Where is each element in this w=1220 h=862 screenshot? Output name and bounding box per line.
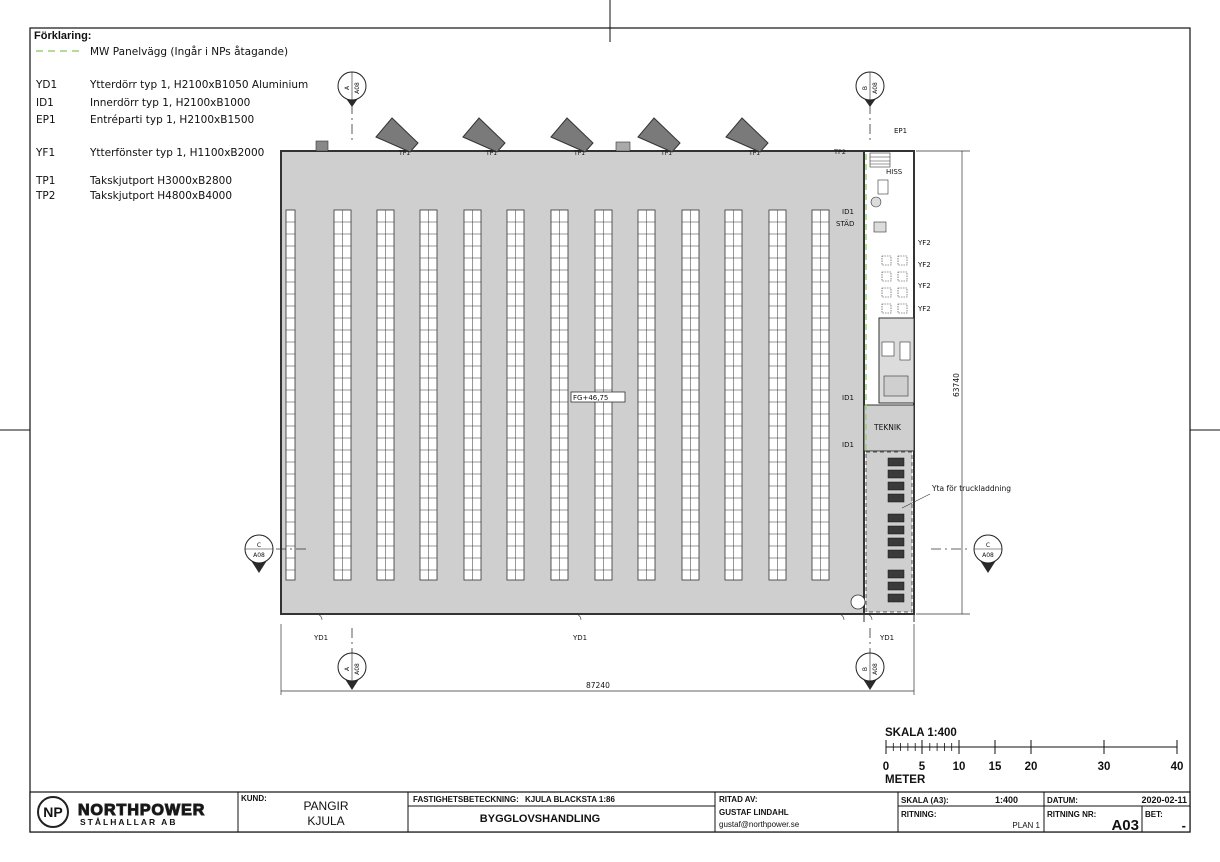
kund-line1: PANGIR — [303, 799, 349, 813]
dock-label: TP1 — [574, 150, 586, 157]
table-icon — [882, 272, 891, 281]
height-dimension — [916, 151, 970, 614]
hiss-label: HISS — [886, 168, 903, 176]
scale-tick-label: 15 — [988, 761, 1002, 773]
dock-label: TP1 — [661, 150, 673, 157]
loading-dock — [726, 118, 768, 152]
section-ref: A08 — [354, 663, 361, 675]
scale-tick-label: 40 — [1170, 761, 1184, 773]
section-ref: A08 — [253, 552, 265, 559]
section-marker-right — [974, 535, 1002, 573]
teknik-label: TEKNIK — [874, 423, 901, 432]
truck-charger — [888, 458, 904, 466]
dock-label: TP1 — [486, 150, 498, 157]
legend-desc: Ytterdörr typ 1, H2100xB1050 Aluminium — [90, 79, 309, 91]
truck-charger — [888, 594, 904, 602]
section-ref: A08 — [872, 82, 879, 94]
truck-charger — [888, 494, 904, 502]
loading-docks — [376, 118, 768, 152]
elevator-icon — [878, 180, 888, 194]
ritning-nr-label: RITNING NR: — [1047, 810, 1097, 819]
table-icon — [898, 256, 907, 265]
truck-charger — [888, 550, 904, 558]
scale-tick-label: 10 — [952, 761, 966, 773]
charging-area-label: Yta för truckladdning — [932, 484, 1011, 493]
legend — [34, 30, 308, 202]
door-label: YD1 — [573, 634, 588, 642]
truck-charger — [888, 482, 904, 490]
fan-icon — [851, 595, 865, 609]
company-name: NORTHPOWER — [78, 802, 206, 819]
floor-level-label: FG+46,75 — [573, 394, 609, 402]
legend-desc: Takskjutport H4800xB4000 — [90, 190, 233, 202]
yf2-label: YF2 — [918, 282, 931, 290]
loading-dock — [463, 118, 505, 152]
section-marker-top-left — [338, 72, 366, 107]
scale-tick-label: 0 — [882, 761, 890, 773]
table-icon — [898, 304, 907, 313]
legend-code: YD1 — [36, 79, 58, 91]
truck-charger — [888, 582, 904, 590]
loading-dock — [638, 118, 680, 152]
kund-label: KUND: — [241, 794, 267, 803]
ritad-label: RITAD AV: — [719, 795, 758, 804]
truck-charger — [888, 526, 904, 534]
section-marker-left — [245, 535, 273, 573]
table-icon — [882, 256, 891, 265]
ritning-value: PLAN 1 — [1012, 821, 1040, 830]
section-letter: A — [344, 85, 351, 91]
toilet-icon — [871, 197, 881, 207]
legend-code: TP1 — [36, 175, 56, 187]
truck-charger — [888, 470, 904, 478]
table-icon — [882, 288, 891, 297]
table-icon — [898, 272, 907, 281]
ep1-label: EP1 — [894, 127, 908, 135]
id1-label: ID1 — [842, 208, 854, 216]
door-label: YD1 — [314, 634, 329, 642]
sink-icon — [874, 222, 886, 232]
scale-tick-label: 30 — [1097, 761, 1111, 773]
company-sub: STÅLHALLAR AB — [80, 817, 178, 827]
legend-desc: Innerdörr typ 1, H2100xB1000 — [90, 97, 251, 109]
skala-value: 1:400 — [995, 795, 1019, 805]
door-symbol — [316, 141, 328, 151]
section-ref: A08 — [872, 663, 879, 675]
id1-label: ID1 — [842, 441, 854, 449]
section-ref: A08 — [982, 552, 994, 559]
ritning-nr-value: A03 — [1111, 817, 1139, 834]
tp2-label: TP2 — [834, 148, 847, 156]
legend-desc: Entréparti typ 1, H2100xB1500 — [90, 114, 255, 126]
legend-code: TP2 — [36, 190, 56, 202]
logo-monogram-icon: NP — [43, 804, 63, 820]
loading-dock — [376, 118, 418, 152]
fastighet-value: KJULA BLACKSTA 1:86 — [525, 795, 615, 804]
table-icon — [882, 304, 891, 313]
truck-charger — [888, 514, 904, 522]
section-ref: A08 — [354, 82, 361, 94]
skala-label: SKALA (A3): — [901, 796, 949, 805]
document-type: BYGGLOVSHANDLING — [479, 813, 601, 825]
door-label: YD1 — [880, 634, 895, 642]
section-letter: C — [985, 542, 991, 549]
width-dimension-label: 87240 — [586, 681, 610, 690]
rack-row — [286, 210, 295, 580]
ritad-name: GUSTAF LINDAHL — [719, 808, 789, 817]
id1-label: ID1 — [842, 394, 854, 402]
scale-unit: METER — [885, 774, 926, 786]
table-icon — [898, 288, 907, 297]
scale-title: SKALA 1:400 — [885, 727, 957, 739]
section-letter: C — [256, 542, 262, 549]
bet-value: - — [1181, 818, 1186, 833]
scale-bar — [883, 727, 1184, 786]
truck-charger — [888, 570, 904, 578]
fastighet-label: FASTIGHETSBETECKNING: — [413, 795, 519, 804]
yf2-label: YF2 — [918, 261, 931, 269]
ritning-label: RITNING: — [901, 810, 937, 819]
datum-label: DATUM: — [1047, 796, 1078, 805]
legend-title: Förklaring: — [34, 30, 92, 42]
stad-label: STÄD — [836, 220, 855, 228]
section-marker-bottom-right — [856, 653, 884, 690]
scale-tick-label: 5 — [918, 761, 926, 773]
dock-label: TP1 — [399, 150, 411, 157]
legend-desc: Takskjutport H3000xB2800 — [90, 175, 233, 187]
panel-wall-legend-text: MW Panelvägg (Ingår i NPs åtagande) — [90, 46, 289, 58]
bet-label: BET: — [1145, 810, 1163, 819]
datum-value: 2020-02-11 — [1141, 795, 1187, 805]
legend-code: EP1 — [36, 114, 56, 126]
section-letter: B — [862, 85, 869, 91]
legend-desc: Ytterfönster typ 1, H1100xB2000 — [90, 147, 265, 159]
legend-code: YF1 — [36, 147, 56, 159]
kund-line2: KJULA — [307, 814, 345, 828]
section-marker-bottom-left — [338, 653, 366, 690]
loading-dock — [551, 118, 593, 152]
truck-charger — [888, 538, 904, 546]
legend-items — [35, 79, 308, 202]
section-marker-top-right — [856, 72, 884, 107]
yf2-label: YF2 — [918, 305, 931, 313]
scale-tick-label: 20 — [1024, 761, 1038, 773]
title-block — [30, 792, 1190, 834]
legend-code: ID1 — [36, 97, 54, 109]
dock-label: TP1 — [749, 150, 761, 157]
section-letter: A — [344, 666, 351, 672]
yf2-labels — [917, 239, 931, 313]
yf2-label: YF2 — [918, 239, 931, 247]
section-letter: B — [862, 666, 869, 672]
door-symbol — [616, 142, 630, 151]
height-dimension-label: 63740 — [952, 373, 961, 397]
ritad-email: gustaf@northpower.se — [719, 820, 800, 829]
